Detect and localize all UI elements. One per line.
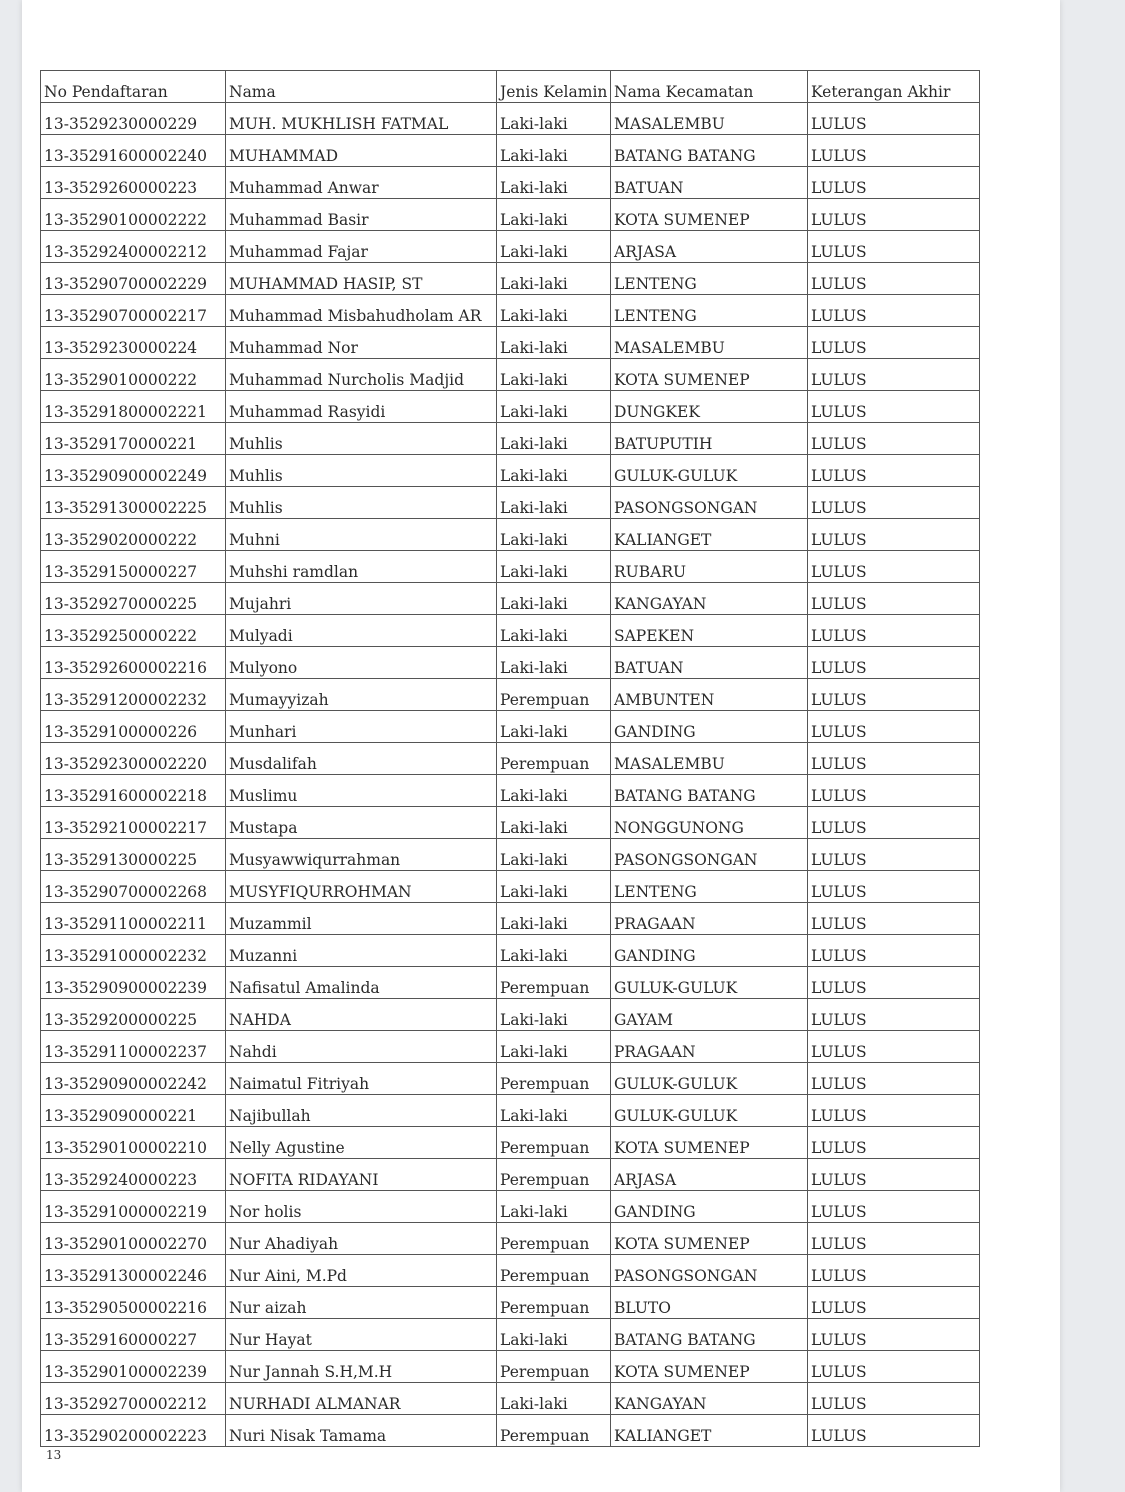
cell-jenis-kelamin: Laki-laki: [497, 327, 611, 359]
cell-keterangan-akhir: LULUS: [808, 1031, 980, 1063]
cell-no-pendaftaran: 13-3529250000222: [41, 615, 226, 647]
header-jenis-kelamin: Jenis Kelamin: [497, 71, 611, 103]
cell-keterangan-akhir: LULUS: [808, 647, 980, 679]
cell-nama-kecamatan: PRAGAAN: [611, 1031, 808, 1063]
cell-keterangan-akhir: LULUS: [808, 999, 980, 1031]
cell-nama: Naimatul Fitriyah: [226, 1063, 497, 1095]
table-row: [41, 1223, 980, 1255]
cell-nama: MUH. MUKHLISH FATMAL: [226, 103, 497, 135]
cell-nama-kecamatan: NONGGUNONG: [611, 807, 808, 839]
cell-nama-kecamatan: KANGAYAN: [611, 583, 808, 615]
cell-no-pendaftaran: 13-35292300002220: [41, 743, 226, 775]
cell-jenis-kelamin: Perempuan: [497, 1063, 611, 1095]
table-row: [41, 487, 980, 519]
cell-keterangan-akhir: LULUS: [808, 1415, 980, 1447]
cell-nama-kecamatan: PRAGAAN: [611, 903, 808, 935]
table-row: [41, 903, 980, 935]
cell-jenis-kelamin: Laki-laki: [497, 167, 611, 199]
cell-keterangan-akhir: LULUS: [808, 359, 980, 391]
cell-nama-kecamatan: AMBUNTEN: [611, 679, 808, 711]
cell-nama: Nur Aini, M.Pd: [226, 1255, 497, 1287]
cell-nama-kecamatan: MASALEMBU: [611, 103, 808, 135]
table-row: [41, 391, 980, 423]
table-row: [41, 1255, 980, 1287]
cell-no-pendaftaran: 13-3529200000225: [41, 999, 226, 1031]
table-header-row: [41, 71, 980, 103]
cell-nama-kecamatan: KALIANGET: [611, 1415, 808, 1447]
cell-no-pendaftaran: 13-35291000002232: [41, 935, 226, 967]
cell-nama-kecamatan: KOTA SUMENEP: [611, 359, 808, 391]
cell-nama-kecamatan: LENTENG: [611, 871, 808, 903]
cell-jenis-kelamin: Perempuan: [497, 1351, 611, 1383]
cell-nama-kecamatan: KOTA SUMENEP: [611, 1127, 808, 1159]
header-nama-kecamatan: Nama Kecamatan: [611, 71, 808, 103]
cell-jenis-kelamin: Laki-laki: [497, 647, 611, 679]
cell-jenis-kelamin: Laki-laki: [497, 711, 611, 743]
cell-keterangan-akhir: LULUS: [808, 1255, 980, 1287]
cell-keterangan-akhir: LULUS: [808, 583, 980, 615]
cell-jenis-kelamin: Laki-laki: [497, 359, 611, 391]
cell-no-pendaftaran: 13-35290700002268: [41, 871, 226, 903]
table-row: [41, 455, 980, 487]
cell-no-pendaftaran: 13-35291600002218: [41, 775, 226, 807]
cell-jenis-kelamin: Laki-laki: [497, 583, 611, 615]
table-row: [41, 999, 980, 1031]
table-row: [41, 743, 980, 775]
cell-nama-kecamatan: BLUTO: [611, 1287, 808, 1319]
cell-nama-kecamatan: KALIANGET: [611, 519, 808, 551]
table-row: [41, 711, 980, 743]
cell-nama: Muhammad Basir: [226, 199, 497, 231]
cell-jenis-kelamin: Laki-laki: [497, 935, 611, 967]
cell-no-pendaftaran: 13-3529130000225: [41, 839, 226, 871]
cell-nama-kecamatan: BATANG BATANG: [611, 1319, 808, 1351]
cell-no-pendaftaran: 13-35290900002242: [41, 1063, 226, 1095]
cell-no-pendaftaran: 13-35290100002222: [41, 199, 226, 231]
cell-keterangan-akhir: LULUS: [808, 967, 980, 999]
cell-keterangan-akhir: LULUS: [808, 551, 980, 583]
cell-no-pendaftaran: 13-35291300002246: [41, 1255, 226, 1287]
cell-nama: Muhammad Fajar: [226, 231, 497, 263]
table-row: [41, 199, 980, 231]
cell-jenis-kelamin: Laki-laki: [497, 839, 611, 871]
table-body: [41, 103, 980, 1447]
cell-jenis-kelamin: Perempuan: [497, 743, 611, 775]
header-no-pendaftaran: No Pendaftaran: [41, 71, 226, 103]
cell-nama-kecamatan: KANGAYAN: [611, 1383, 808, 1415]
table-row: [41, 1383, 980, 1415]
cell-keterangan-akhir: LULUS: [808, 679, 980, 711]
cell-keterangan-akhir: LULUS: [808, 1159, 980, 1191]
cell-nama: Muhni: [226, 519, 497, 551]
cell-nama-kecamatan: KOTA SUMENEP: [611, 1223, 808, 1255]
cell-keterangan-akhir: LULUS: [808, 231, 980, 263]
table-row: [41, 1287, 980, 1319]
table-row: [41, 775, 980, 807]
cell-jenis-kelamin: Laki-laki: [497, 1031, 611, 1063]
cell-nama-kecamatan: ARJASA: [611, 231, 808, 263]
table-row: [41, 583, 980, 615]
cell-jenis-kelamin: Laki-laki: [497, 903, 611, 935]
table-row: [41, 135, 980, 167]
header-keterangan-akhir: Keterangan Akhir: [808, 71, 980, 103]
cell-jenis-kelamin: Laki-laki: [497, 807, 611, 839]
cell-no-pendaftaran: 13-35290100002239: [41, 1351, 226, 1383]
cell-jenis-kelamin: Laki-laki: [497, 1191, 611, 1223]
cell-keterangan-akhir: LULUS: [808, 1127, 980, 1159]
cell-keterangan-akhir: LULUS: [808, 135, 980, 167]
results-table: [40, 70, 980, 1447]
cell-keterangan-akhir: LULUS: [808, 935, 980, 967]
cell-no-pendaftaran: 13-3529100000226: [41, 711, 226, 743]
cell-nama-kecamatan: BATUAN: [611, 167, 808, 199]
cell-nama: Muhlis: [226, 455, 497, 487]
cell-nama-kecamatan: GANDING: [611, 1191, 808, 1223]
cell-jenis-kelamin: Perempuan: [497, 1287, 611, 1319]
cell-keterangan-akhir: LULUS: [808, 391, 980, 423]
cell-no-pendaftaran: 13-35290200002223: [41, 1415, 226, 1447]
cell-nama-kecamatan: GAYAM: [611, 999, 808, 1031]
cell-keterangan-akhir: LULUS: [808, 1319, 980, 1351]
cell-jenis-kelamin: Laki-laki: [497, 871, 611, 903]
table-row: [41, 1191, 980, 1223]
cell-jenis-kelamin: Laki-laki: [497, 135, 611, 167]
cell-nama: Nur Jannah S.H,M.H: [226, 1351, 497, 1383]
cell-nama: Muhammad Nurcholis Madjid: [226, 359, 497, 391]
cell-jenis-kelamin: Laki-laki: [497, 487, 611, 519]
table-row: [41, 967, 980, 999]
table-row: [41, 359, 980, 391]
cell-no-pendaftaran: 13-3529270000225: [41, 583, 226, 615]
cell-jenis-kelamin: Laki-laki: [497, 615, 611, 647]
table-row: [41, 1095, 980, 1127]
cell-nama: Nur Ahadiyah: [226, 1223, 497, 1255]
cell-no-pendaftaran: 13-35290500002216: [41, 1287, 226, 1319]
cell-nama: MUHAMMAD HASIP, ST: [226, 263, 497, 295]
cell-nama-kecamatan: PASONGSONGAN: [611, 839, 808, 871]
cell-nama: Muslimu: [226, 775, 497, 807]
cell-no-pendaftaran: 13-35292700002212: [41, 1383, 226, 1415]
cell-nama-kecamatan: BATANG BATANG: [611, 775, 808, 807]
cell-jenis-kelamin: Perempuan: [497, 1127, 611, 1159]
cell-nama: NAHDA: [226, 999, 497, 1031]
cell-nama-kecamatan: BATUPUTIH: [611, 423, 808, 455]
table-row: [41, 807, 980, 839]
table-row: [41, 1351, 980, 1383]
cell-nama-kecamatan: PASONGSONGAN: [611, 487, 808, 519]
cell-jenis-kelamin: Laki-laki: [497, 999, 611, 1031]
table-row: [41, 871, 980, 903]
table-row: [41, 1127, 980, 1159]
cell-jenis-kelamin: Laki-laki: [497, 199, 611, 231]
cell-nama-kecamatan: PASONGSONGAN: [611, 1255, 808, 1287]
cell-nama: NOFITA RIDAYANI: [226, 1159, 497, 1191]
cell-nama: Nur aizah: [226, 1287, 497, 1319]
cell-nama-kecamatan: ARJASA: [611, 1159, 808, 1191]
cell-keterangan-akhir: LULUS: [808, 711, 980, 743]
table-row: [41, 1415, 980, 1447]
cell-no-pendaftaran: 13-35291100002211: [41, 903, 226, 935]
cell-nama: Nahdi: [226, 1031, 497, 1063]
cell-keterangan-akhir: LULUS: [808, 103, 980, 135]
cell-jenis-kelamin: Perempuan: [497, 679, 611, 711]
cell-no-pendaftaran: 13-3529150000227: [41, 551, 226, 583]
cell-nama: Mulyadi: [226, 615, 497, 647]
cell-nama-kecamatan: GULUK-GULUK: [611, 455, 808, 487]
cell-nama: MUSYFIQURROHMAN: [226, 871, 497, 903]
cell-nama: Muhshi ramdlan: [226, 551, 497, 583]
cell-keterangan-akhir: LULUS: [808, 455, 980, 487]
cell-nama: NURHADI ALMANAR: [226, 1383, 497, 1415]
cell-jenis-kelamin: Laki-laki: [497, 295, 611, 327]
cell-jenis-kelamin: Laki-laki: [497, 391, 611, 423]
cell-jenis-kelamin: Laki-laki: [497, 103, 611, 135]
cell-nama: Muhlis: [226, 423, 497, 455]
table-row: [41, 423, 980, 455]
cell-keterangan-akhir: LULUS: [808, 263, 980, 295]
cell-jenis-kelamin: Laki-laki: [497, 1095, 611, 1127]
cell-no-pendaftaran: 13-3529230000224: [41, 327, 226, 359]
cell-keterangan-akhir: LULUS: [808, 775, 980, 807]
cell-no-pendaftaran: 13-35292400002212: [41, 231, 226, 263]
cell-no-pendaftaran: 13-3529090000221: [41, 1095, 226, 1127]
cell-keterangan-akhir: LULUS: [808, 519, 980, 551]
cell-nama: MUHAMMAD: [226, 135, 497, 167]
table-row: [41, 519, 980, 551]
table-row: [41, 1319, 980, 1351]
cell-keterangan-akhir: LULUS: [808, 615, 980, 647]
cell-keterangan-akhir: LULUS: [808, 167, 980, 199]
cell-nama: Musyawwiqurrahman: [226, 839, 497, 871]
cell-nama-kecamatan: GULUK-GULUK: [611, 1095, 808, 1127]
cell-jenis-kelamin: Laki-laki: [497, 1319, 611, 1351]
cell-keterangan-akhir: LULUS: [808, 903, 980, 935]
cell-nama: Muzanni: [226, 935, 497, 967]
cell-keterangan-akhir: LULUS: [808, 1383, 980, 1415]
table-row: [41, 615, 980, 647]
cell-nama: Muhammad Misbahudholam AR: [226, 295, 497, 327]
cell-keterangan-akhir: LULUS: [808, 871, 980, 903]
cell-no-pendaftaran: 13-35290900002249: [41, 455, 226, 487]
cell-jenis-kelamin: Perempuan: [497, 1415, 611, 1447]
cell-nama: Muhammad Anwar: [226, 167, 497, 199]
cell-no-pendaftaran: 13-3529240000223: [41, 1159, 226, 1191]
cell-nama-kecamatan: BATUAN: [611, 647, 808, 679]
cell-nama: Nuri Nisak Tamama: [226, 1415, 497, 1447]
cell-nama-kecamatan: GULUK-GULUK: [611, 967, 808, 999]
cell-nama-kecamatan: KOTA SUMENEP: [611, 199, 808, 231]
cell-jenis-kelamin: Perempuan: [497, 1255, 611, 1287]
page-number: 13: [46, 1448, 62, 1462]
table-row: [41, 1159, 980, 1191]
cell-nama-kecamatan: MASALEMBU: [611, 327, 808, 359]
cell-nama-kecamatan: SAPEKEN: [611, 615, 808, 647]
cell-keterangan-akhir: LULUS: [808, 1351, 980, 1383]
table-row: [41, 103, 980, 135]
cell-nama: Mujahri: [226, 583, 497, 615]
table-row: [41, 551, 980, 583]
table-row: [41, 167, 980, 199]
cell-jenis-kelamin: Laki-laki: [497, 263, 611, 295]
cell-nama-kecamatan: DUNGKEK: [611, 391, 808, 423]
cell-no-pendaftaran: 13-3529160000227: [41, 1319, 226, 1351]
cell-jenis-kelamin: Laki-laki: [497, 423, 611, 455]
cell-jenis-kelamin: Laki-laki: [497, 1383, 611, 1415]
cell-keterangan-akhir: LULUS: [808, 295, 980, 327]
cell-keterangan-akhir: LULUS: [808, 1095, 980, 1127]
cell-nama-kecamatan: MASALEMBU: [611, 743, 808, 775]
cell-no-pendaftaran: 13-35291800002221: [41, 391, 226, 423]
cell-nama-kecamatan: GANDING: [611, 711, 808, 743]
cell-jenis-kelamin: Perempuan: [497, 967, 611, 999]
cell-no-pendaftaran: 13-35292100002217: [41, 807, 226, 839]
cell-nama: Nur Hayat: [226, 1319, 497, 1351]
cell-jenis-kelamin: Laki-laki: [497, 455, 611, 487]
cell-nama: Mumayyizah: [226, 679, 497, 711]
cell-no-pendaftaran: 13-3529260000223: [41, 167, 226, 199]
cell-nama: Mulyono: [226, 647, 497, 679]
cell-nama-kecamatan: GANDING: [611, 935, 808, 967]
cell-keterangan-akhir: LULUS: [808, 1191, 980, 1223]
cell-no-pendaftaran: 13-3529020000222: [41, 519, 226, 551]
table-row: [41, 647, 980, 679]
cell-keterangan-akhir: LULUS: [808, 1223, 980, 1255]
cell-nama-kecamatan: LENTENG: [611, 295, 808, 327]
table-row: [41, 839, 980, 871]
cell-keterangan-akhir: LULUS: [808, 423, 980, 455]
cell-nama: Nafisatul Amalinda: [226, 967, 497, 999]
cell-jenis-kelamin: Laki-laki: [497, 775, 611, 807]
cell-nama: Najibullah: [226, 1095, 497, 1127]
cell-nama: Mustapa: [226, 807, 497, 839]
cell-nama: Nor holis: [226, 1191, 497, 1223]
cell-no-pendaftaran: 13-35290100002210: [41, 1127, 226, 1159]
table-row: [41, 295, 980, 327]
cell-nama: Muzammil: [226, 903, 497, 935]
cell-keterangan-akhir: LULUS: [808, 327, 980, 359]
table-row: [41, 263, 980, 295]
cell-keterangan-akhir: LULUS: [808, 487, 980, 519]
cell-nama-kecamatan: BATANG BATANG: [611, 135, 808, 167]
cell-no-pendaftaran: 13-35291300002225: [41, 487, 226, 519]
cell-keterangan-akhir: LULUS: [808, 743, 980, 775]
table-row: [41, 679, 980, 711]
cell-no-pendaftaran: 13-35291100002237: [41, 1031, 226, 1063]
cell-nama-kecamatan: KOTA SUMENEP: [611, 1351, 808, 1383]
cell-keterangan-akhir: LULUS: [808, 1287, 980, 1319]
document-page: [22, 0, 1060, 1492]
cell-nama: Nelly Agustine: [226, 1127, 497, 1159]
cell-jenis-kelamin: Laki-laki: [497, 519, 611, 551]
cell-no-pendaftaran: 13-35290700002229: [41, 263, 226, 295]
cell-keterangan-akhir: LULUS: [808, 199, 980, 231]
cell-nama: Muhammad Nor: [226, 327, 497, 359]
cell-keterangan-akhir: LULUS: [808, 807, 980, 839]
cell-jenis-kelamin: Laki-laki: [497, 551, 611, 583]
table-row: [41, 327, 980, 359]
cell-no-pendaftaran: 13-35290900002239: [41, 967, 226, 999]
cell-no-pendaftaran: 13-35291000002219: [41, 1191, 226, 1223]
cell-no-pendaftaran: 13-35292600002216: [41, 647, 226, 679]
cell-nama: Muhammad Rasyidi: [226, 391, 497, 423]
cell-keterangan-akhir: LULUS: [808, 1063, 980, 1095]
cell-nama: Munhari: [226, 711, 497, 743]
cell-nama-kecamatan: GULUK-GULUK: [611, 1063, 808, 1095]
header-nama: Nama: [226, 71, 497, 103]
cell-no-pendaftaran: 13-3529230000229: [41, 103, 226, 135]
cell-jenis-kelamin: Laki-laki: [497, 231, 611, 263]
cell-nama: Musdalifah: [226, 743, 497, 775]
cell-no-pendaftaran: 13-35290100002270: [41, 1223, 226, 1255]
cell-no-pendaftaran: 13-3529010000222: [41, 359, 226, 391]
cell-jenis-kelamin: Perempuan: [497, 1159, 611, 1191]
cell-no-pendaftaran: 13-35291200002232: [41, 679, 226, 711]
cell-no-pendaftaran: 13-35291600002240: [41, 135, 226, 167]
cell-no-pendaftaran: 13-3529170000221: [41, 423, 226, 455]
cell-keterangan-akhir: LULUS: [808, 839, 980, 871]
cell-nama-kecamatan: RUBARU: [611, 551, 808, 583]
table-row: [41, 231, 980, 263]
table-row: [41, 1031, 980, 1063]
cell-jenis-kelamin: Perempuan: [497, 1223, 611, 1255]
cell-nama-kecamatan: LENTENG: [611, 263, 808, 295]
table-row: [41, 1063, 980, 1095]
cell-nama: Muhlis: [226, 487, 497, 519]
cell-no-pendaftaran: 13-35290700002217: [41, 295, 226, 327]
table-row: [41, 935, 980, 967]
